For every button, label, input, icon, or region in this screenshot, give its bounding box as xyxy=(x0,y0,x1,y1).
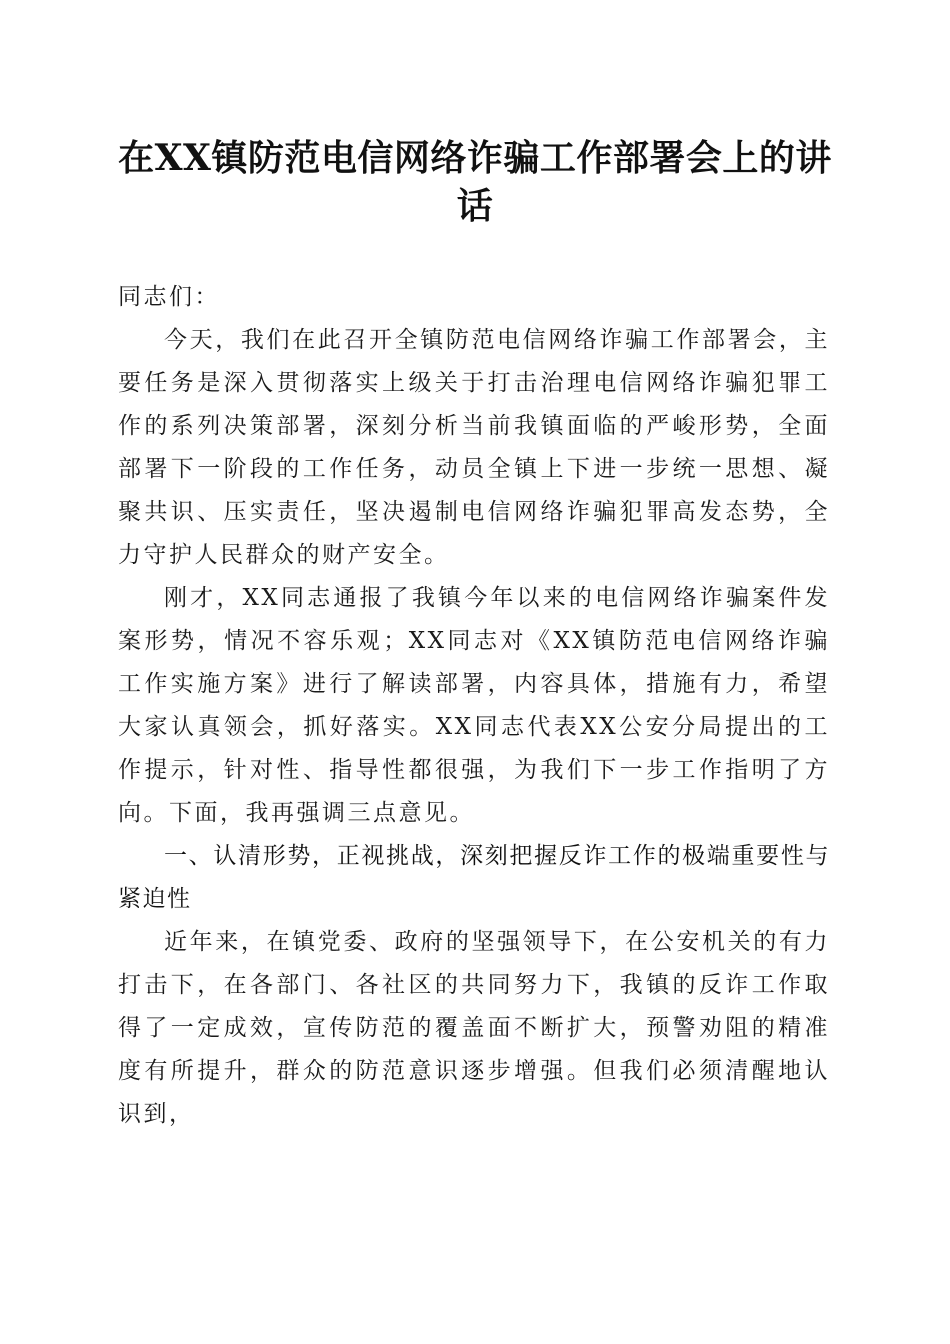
section-1-paragraph: 近年来，在镇党委、政府的坚强领导下，在公安机关的有力打击下，在各部门、各社区的共同努力下，我镇的反诈工作取得了一定成效，宣传防范的覆盖面不断扩大，预警劝阻的精准度有所提升，群众的防范意识逐步增强。但我们必须清醒地认识到， xyxy=(118,929,830,1127)
paragraph-opening: 今天，我们在此召开全镇防范电信网络诈骗工作部署会，主要任务是深入贯彻落实上级关于打击治理电信网络诈骗犯罪工作的系列决策部署，深刻分析当前我镇面临的严峻形势，全面部署下一阶段的工作任务，动员全镇上下进一步统一思想、凝聚共识、压实责任，坚决遏制电信网络诈骗犯罪高发态势，全力守护人民群众的财产安全。 xyxy=(118,327,830,568)
document-title: 在XX镇防范电信网络诈骗工作部署会上的讲话 xyxy=(118,137,832,227)
salutation: 同志们： xyxy=(118,284,220,310)
document-body xyxy=(118,276,830,1136)
paragraph-summary: 刚才，XX同志通报了我镇今年以来的电信网络诈骗案件发案形势，情况不容乐观；XX同志对《XX镇防范电信网络诈骗工作实施方案》进行了解读部署，内容具体，措施有力，希望大家认真领会，抓好落实。XX同志代表XX公安分局提出的工作提示，针对性、指导性都很强，为我们下一步工作指明了方向。下面，我再强调三点意见。 xyxy=(118,585,830,826)
section-heading-1: 一、认清形势，正视挑战，深刻把握反诈工作的极端重要性与紧迫性 xyxy=(118,843,830,912)
